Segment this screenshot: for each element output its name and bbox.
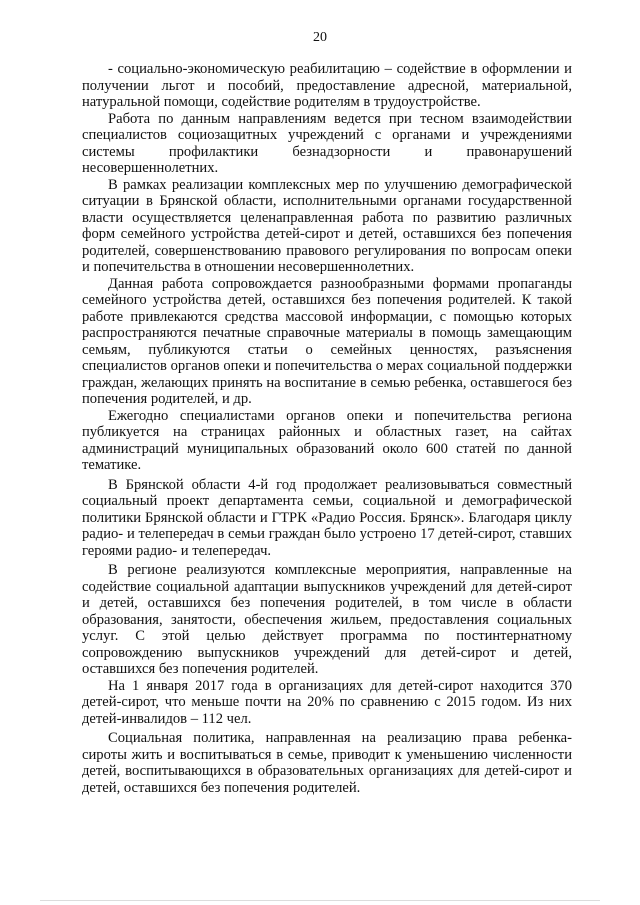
paragraph-statistics: На 1 января 2017 года в организациях для детей-сирот находится 370 детей-сирот, что меньше почти на 20% по сравнению с 2015 годом. Из них детей-инвалидов – 112 чел. [82, 677, 572, 727]
paragraph-demographic-measures: В рамках реализации комплексных мер по улучшению демографической ситуации в Брянской области, исполнительными органами государственной власти осуществляется целенаправленная работа по развитию различных форм семейного устройства детей-сирот и детей, оставшихся без попечения родителей, совершенствованию правового регулирования по вопросам опеки и попечительства в отношении несовершеннолетних. [82, 176, 572, 275]
paragraph-publications: Ежегодно специалистами органов опеки и попечительства региона публикуется на страницах районных и областных газет, на сайтах администраций муниципальных образований около 600 статей по данной тематике. [82, 407, 572, 473]
page-number: 20 [313, 30, 327, 45]
paragraph-radio-project: В Брянской области 4-й год продолжает реализовываться совместный социальный проект департамента семьи, социальной и демографической политики Брянской области и ГТРК «Радио Россия. Брянск». Благодаря циклу радио- и телепередач в семьи граждан было устроено 17 детей-сирот, ставших героями радио- и телепередач. [82, 476, 572, 559]
page-bottom-divider [40, 900, 600, 901]
paragraph-propaganda: Данная работа сопровождается разнообразными формами пропаганды семейного устройства детей, оставшихся без попечения родителей. К такой работе привлекаются средства массовой информации, с помощью которых распространяются печатные справочные материалы в помощь замещающим семьям, публикуются статьи о семейных ценностях, разъяснения специалистов органов опеки и попечительства о мерах социальной поддержки граждан, желающих принять на воспитание в семью ребенка, оставшегося без попечения родителей, и др. [82, 275, 572, 407]
paragraph-social-policy: Социальная политика, направленная на реализацию права ребенка-сироты жить и воспитываться в семье, приводит к уменьшению численности детей, воспитывающихся в образовательных организациях для детей-сирот и детей, оставшихся без попечения родителей. [82, 730, 572, 796]
paragraph-interaction: Работа по данным направлениям ведется при тесном взаимодействии специалистов социозащитных учреждений с органами и учреждениями системы профилактики безнадзорности и правонарушений несовершеннолетних. [82, 110, 572, 176]
document-body [82, 61, 572, 796]
paragraph-rehabilitation: - социально-экономическую реабилитацию – содействие в оформлении и получении льгот и пособий, предоставление адресной, материальной, натуральной помощи, содействие родителям в трудоустройстве. [82, 61, 572, 110]
paragraph-adaptation: В регионе реализуются комплексные мероприятия, направленные на содействие социальной адаптации выпускников учреждений для детей-сирот и детей, оставшихся без попечения родителей, в том числе в области образования, занятости, обеспечения жильем, предоставления социальных услуг. С этой целью действует программа по постинтернатному сопровождению выпускников учреждений для детей-сирот и детей, оставшихся без попечения родителей. [82, 562, 572, 677]
